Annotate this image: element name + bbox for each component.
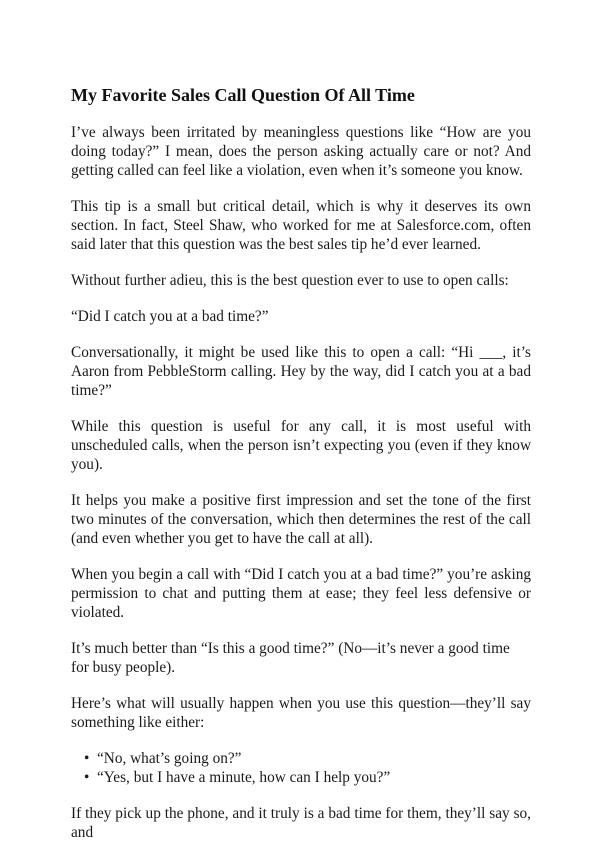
- paragraph: I’ve always been irritated by meaningless questions like “How are you doing today?” I mean, does the person asking actually care or not? And getting called can feel like a violation, even when it’s someone you know.: [71, 124, 531, 179]
- paragraph: Without further adieu, this is the best question ever to use to open calls:: [71, 272, 509, 289]
- paragraph: Conversationally, it might be used like this to open a call: “Hi ___, it’s Aaron from PebbleStorm calling. Hey by the way, did I catch you at a bad time?”: [71, 344, 531, 399]
- bullet-icon: •: [84, 769, 90, 786]
- paragraph: It helps you make a positive first impression and set the tone of the first two minutes of the conversation, which then determines the rest of the call (and even whether you get to have the call at all).: [71, 492, 531, 547]
- list-item-text: “Yes, but I have a minute, how can I help you?”: [97, 769, 391, 786]
- paragraph: This tip is a small but critical detail, which is why it deserves its own section. In fact, Steel Shaw, who worked for me at Salesforce.com, often said later that this question was the best sales tip he’d ever learned.: [71, 198, 531, 253]
- list-item: [84, 768, 531, 787]
- paragraph: When you begin a call with “Did I catch you at a bad time?” you’re asking permission to chat and putting them at ease; they feel less defensive or violated.: [71, 566, 531, 621]
- paragraph: Here’s what will usually happen when you use this question—they’ll say something like either:: [71, 695, 531, 731]
- document-page: [71, 84, 531, 859]
- bullet-icon: •: [84, 750, 90, 767]
- quoted-question: “Did I catch you at a bad time?”: [71, 308, 269, 325]
- paragraph: It’s much better than “Is this a good time?” (No—it’s never a good time for busy people).: [71, 640, 510, 676]
- paragraph: While this question is useful for any call, it is most useful with unscheduled calls, when the person isn’t expecting you (even if they know you).: [71, 418, 531, 473]
- document-title: My Favorite Sales Call Question Of All Time: [71, 85, 415, 105]
- paragraph: If they pick up the phone, and it truly is a bad time for them, they’ll say so, and: [71, 805, 531, 841]
- list-item-text: “No, what’s going on?”: [97, 750, 242, 767]
- list-item: [84, 749, 531, 768]
- bullet-list: [71, 749, 531, 787]
